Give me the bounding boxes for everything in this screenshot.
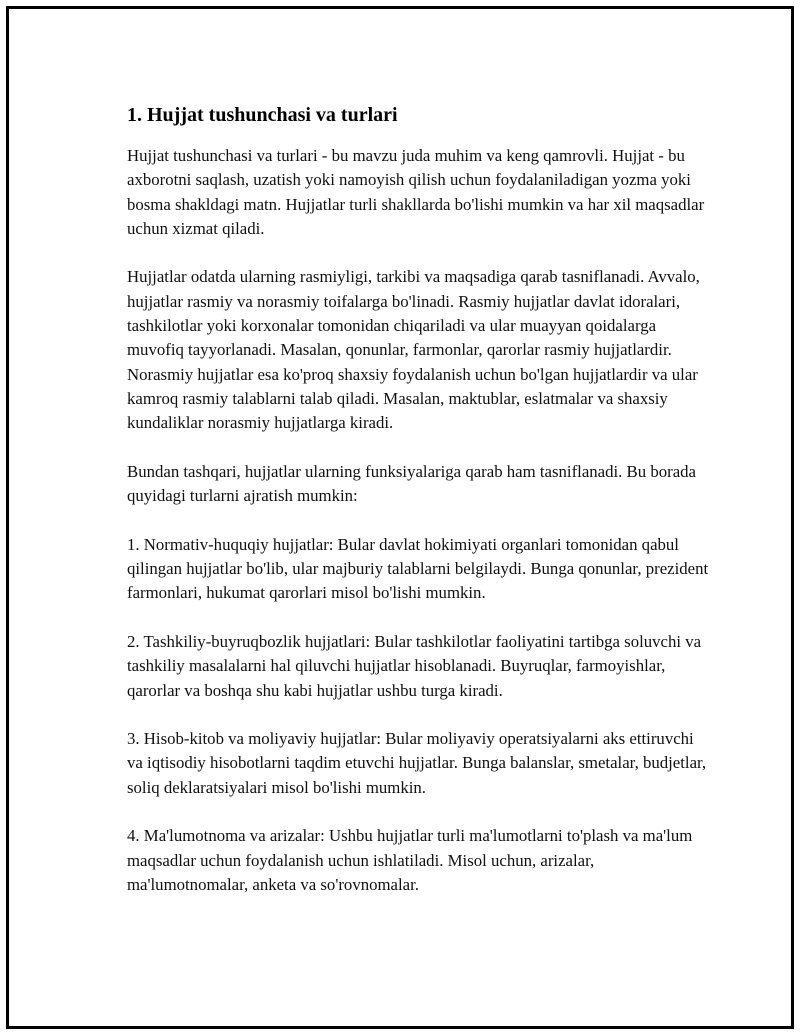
paragraph-item-3: 3. Hisob-kitob va moliyaviy hujjatlar: Bular moliyaviy operatsiyalarni aks ettiruvchi va iqtisodiy hisobotlarni taqdim etuvchi hujjatlar. Bunga balanslar, smetalar, budjetlar, soliq deklaratsiyalari misol bo'lishi mumkin. xyxy=(127,729,707,797)
page-frame xyxy=(6,6,794,1029)
paragraph-classification: Hujjatlar odatda ularning rasmiyligi, tarkibi va maqsadiga qarab tasniflanadi. Avvalo, hujjatlar rasmiy va norasmiy toifalarga bo'linadi. Rasmiy hujjatlar davlat idoralari, tashkilotlar yoki korxonalar tomonidan chiqariladi va ular muayyan qoidalarga muvofiq tayyorlanadi. Masalan, qonunlar, farmonlar, qarorlar rasmiy hujjatlardir. Norasmiy hujjatlar esa ko'proq shaxsiy foydalanish uchun bo'lgan hujjatlardir va ular kamroq rasmiy talablarni talab qiladi. Masalan, maktublar, eslatmalar va shaxsiy kundaliklar norasmiy hujjatlarga kiradi. xyxy=(127,267,700,433)
paragraph-item-4: 4. Ma'lumotnoma va arizalar: Ushbu hujjatlar turli ma'lumotlarni to'plash va ma'lum maqsadlar uchun foydalanish uchun ishlatiladi. Misol uchun, arizalar, ma'lumotnomalar, anketa va so'rovnomalar. xyxy=(127,826,693,894)
paragraph-item-2: 2. Tashkiliy-buyruqbozlik hujjatlari: Bular tashkilotlar faoliyatini tartibga soluvchi va tashkiliy masalalarni hal qiluvchi hujjatlar hisoblanadi. Buyruqlar, farmoyishlar, qarorlar va boshqa shu kabi hujjatlar ushbu turga kiradi. xyxy=(127,631,702,700)
paragraph-functions: Bundan tashqari, hujjatlar ularning funksiyalariga qarab ham tasniflanadi. Bu borada quyidagi turlarni ajratish mumkin: xyxy=(127,461,696,506)
section-heading: 1. Hujjat tushunchasi va turlari xyxy=(127,104,398,126)
paragraph-item-1: 1. Normativ-huquqiy hujjatlar: Bular davlat hokimiyati organlari tomonidan qabul qilingan hujjatlar bo'lib, ular majburiy talablarni belgilaydi. Bunga qonunlar, prezident farmonlari, hukumat qarorlari misol bo'lishi mumkin. xyxy=(127,534,709,603)
paragraph-intro: Hujjat tushunchasi va turlari - bu mavzu juda muhim va keng qamrovli. Hujjat - bu axborotni saqlash, uzatish yoki namoyish qilish uchun foydalaniladigan yozma yoki bosma shakldagi matn. Hujjatlar turli shakllarda bo'lishi mumkin va har xil maqsadlar uchun xizmat qiladi. xyxy=(127,146,705,238)
document-body xyxy=(119,101,709,922)
